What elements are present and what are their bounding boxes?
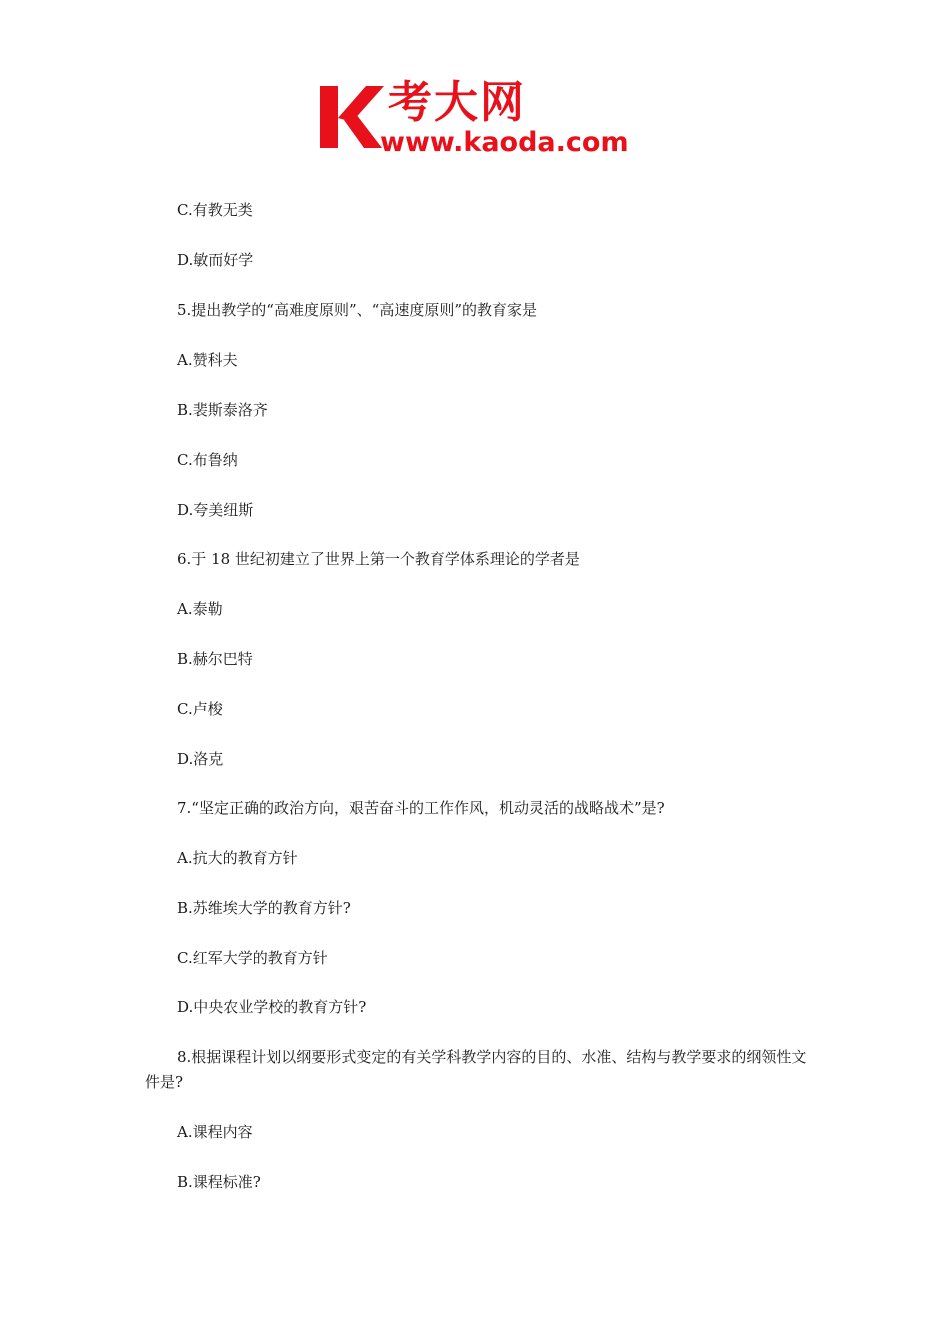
- option-b-q5: B.裴斯泰洛齐: [177, 401, 268, 419]
- option-d-q5: D.夸美纽斯: [177, 501, 254, 519]
- option-d-q4: D.敏而好学: [177, 251, 254, 269]
- k-logo-icon: [318, 84, 384, 150]
- option-d-q7: D.中央农业学校的教育方针?: [177, 998, 367, 1016]
- option-a-q6: A.泰勒: [177, 600, 223, 618]
- option-a-q8: A.课程内容: [177, 1123, 253, 1141]
- option-b-q6: B.赫尔巴特: [177, 650, 253, 668]
- question-8: 8.根据课程计划以纲要形式变定的有关学科教学内容的目的、水准、结构与教学要求的纲领性文件是?: [145, 1048, 807, 1091]
- option-b-q7: B.苏维埃大学的教育方针?: [177, 899, 351, 917]
- option-c-q4: C.有教无类: [177, 201, 253, 219]
- logo-brand-url: www.kaoda.com: [380, 127, 629, 158]
- option-c-q7: C.红军大学的教育方针: [177, 949, 328, 967]
- question-7: 7.“坚定正确的政治方向，艰苦奋斗的工作作风，机动灵活的战略战术”是?: [177, 799, 665, 817]
- option-d-q6: D.洛克: [177, 750, 224, 768]
- question-6: 6.于 18 世纪初建立了世界上第一个教育学体系理论的学者是: [177, 550, 580, 568]
- kaoda-logo: [318, 78, 640, 162]
- option-a-q5: A.赞科夫: [177, 351, 238, 369]
- option-c-q6: C.卢梭: [177, 700, 223, 718]
- option-a-q7: A.抗大的教育方针: [177, 849, 298, 867]
- option-c-q5: C.布鲁纳: [177, 451, 238, 469]
- option-b-q8: B.课程标准?: [177, 1173, 261, 1191]
- logo-brand-name: 考大网: [388, 77, 526, 128]
- question-5: 5.提出教学的“高难度原则”、“高速度原则”的教育家是: [177, 301, 537, 319]
